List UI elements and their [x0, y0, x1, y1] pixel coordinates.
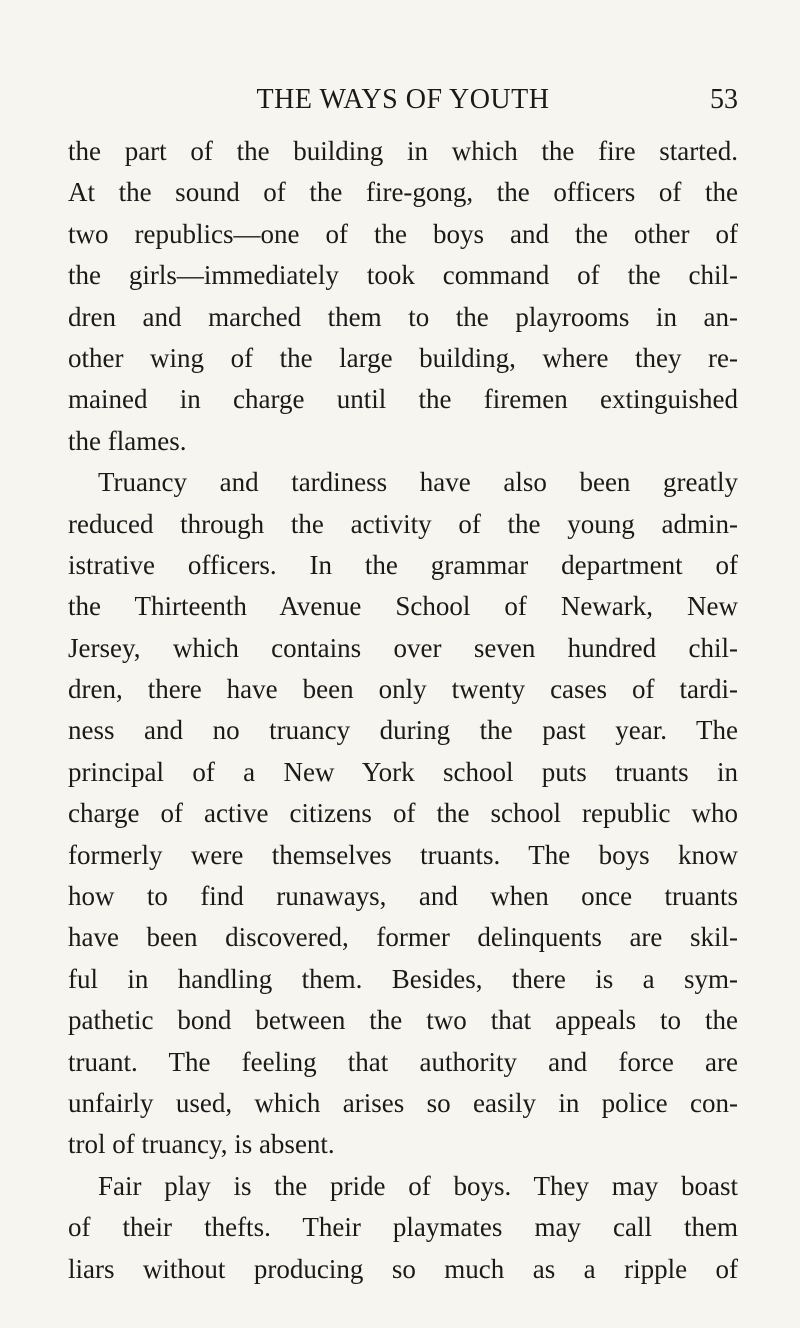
- text-line: ful in handling them. Besides, there is a sym-: [68, 963, 738, 994]
- text-line: how to find runaways, and when once truants: [68, 881, 738, 912]
- page-number: 53: [710, 84, 738, 115]
- text-line: Fair play is the pride of boys. They may boast: [98, 1170, 738, 1201]
- text-line: the Thirteenth Avenue School of Newark, New: [68, 591, 738, 622]
- text-line: formerly were themselves truants. The boys know: [68, 839, 738, 870]
- text-line: the flames.: [68, 425, 187, 456]
- paragraph: [68, 462, 738, 1166]
- body-text: [68, 131, 738, 1290]
- text-line: charge of active citizens of the school republic who: [68, 798, 738, 829]
- text-line: reduced through the activity of the young admin-: [68, 508, 738, 539]
- text-line: Truancy and tardiness have also been greatly: [98, 467, 738, 498]
- text-line: istrative officers. In the grammar department of: [68, 549, 738, 580]
- text-line: other wing of the large building, where they re-: [68, 342, 738, 373]
- paragraph: [68, 1166, 738, 1290]
- running-title: THE WAYS OF YOUTH: [256, 84, 550, 115]
- paragraph: [68, 131, 738, 462]
- text-line: trol of truancy, is absent.: [68, 1129, 335, 1160]
- text-line: principal of a New York school puts truants in: [68, 756, 738, 787]
- text-line: At the sound of the fire-gong, the officers of the: [68, 177, 738, 208]
- text-line: truant. The feeling that authority and force are: [68, 1046, 738, 1077]
- text-line: pathetic bond between the two that appeals to the: [68, 1005, 738, 1036]
- text-line: mained in charge until the firemen extinguished: [68, 384, 738, 415]
- text-line: Jersey, which contains over seven hundred chil-: [68, 632, 738, 663]
- text-line: liars without producing so much as a ripple of: [68, 1253, 738, 1284]
- text-line: of their thefts. Their playmates may call them: [68, 1212, 738, 1243]
- text-line: ness and no truancy during the past year. The: [68, 715, 738, 746]
- text-line: dren and marched them to the playrooms in an-: [68, 301, 738, 332]
- text-line: the part of the building in which the fire started.: [68, 136, 738, 166]
- text-line: dren, there have been only twenty cases of tardi-: [68, 674, 738, 705]
- text-line: unfairly used, which arises so easily in police con-: [68, 1087, 738, 1118]
- text-line: the girls—immediately took command of the chil-: [68, 260, 738, 291]
- running-head: [68, 84, 738, 124]
- text-line: have been discovered, former delinquents are skil-: [68, 922, 738, 953]
- text-line: two republics—one of the boys and the other of: [68, 218, 738, 249]
